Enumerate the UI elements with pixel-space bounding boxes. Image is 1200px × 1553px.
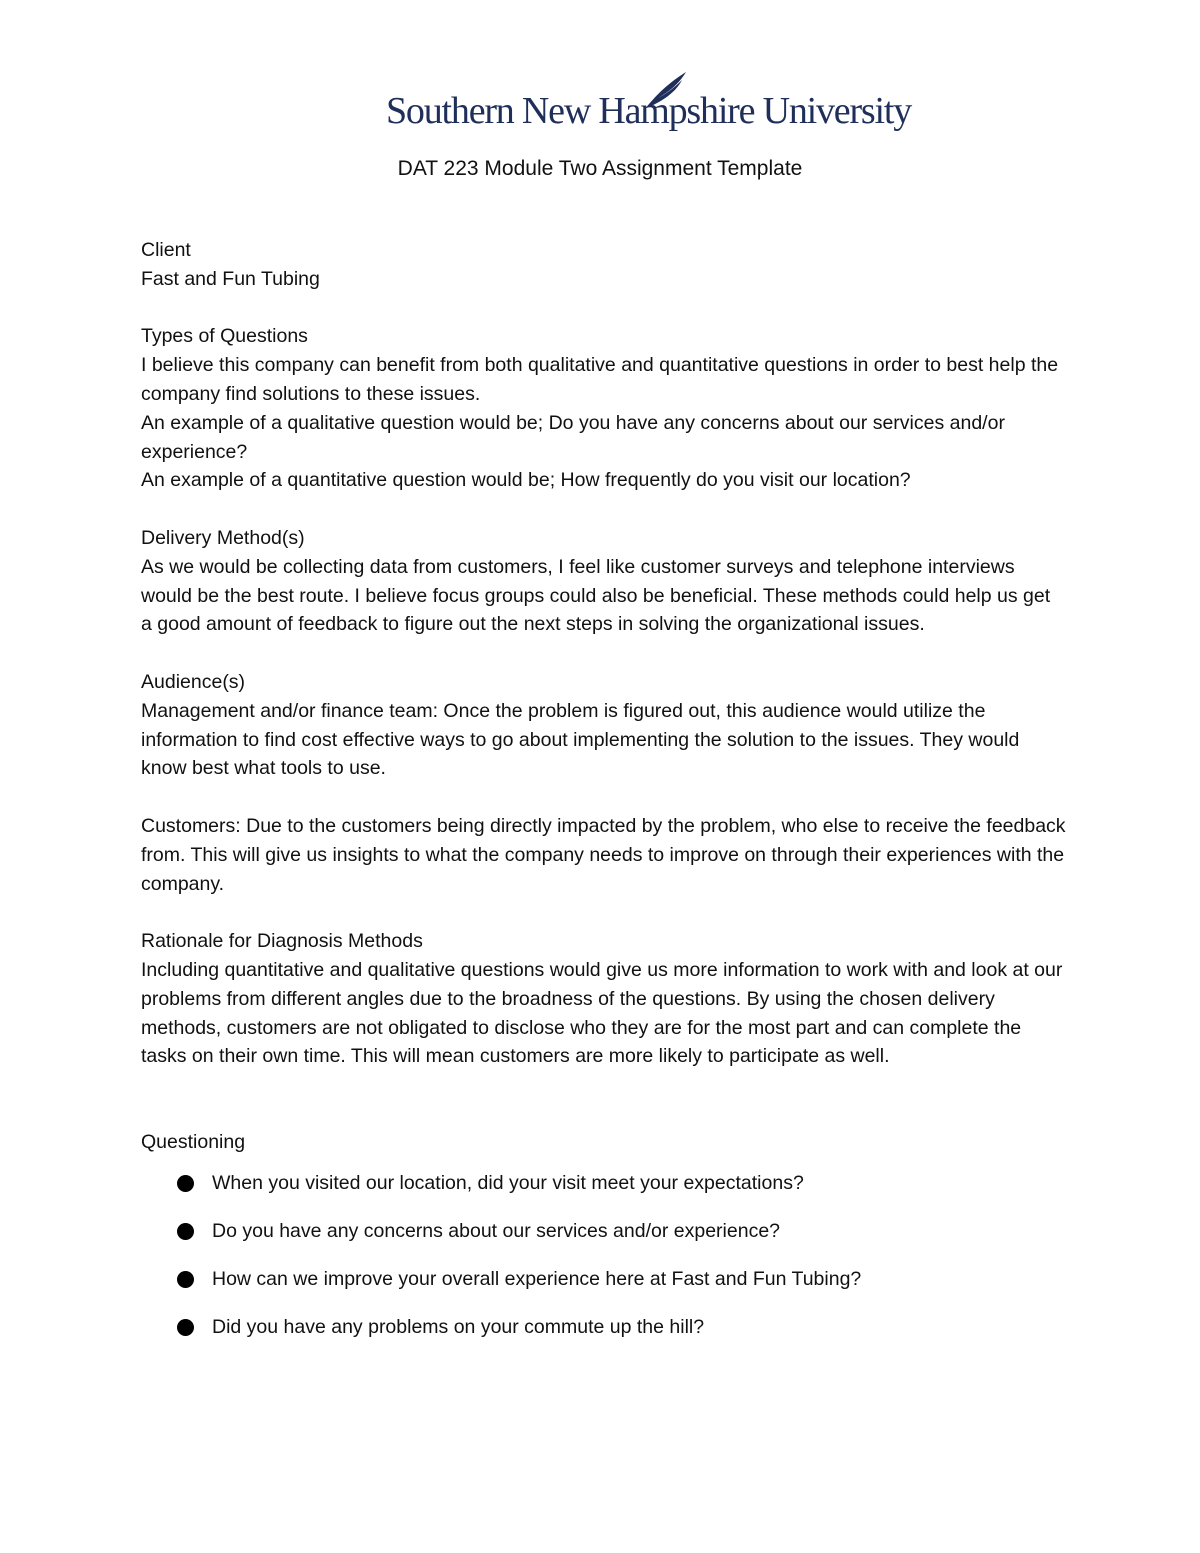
types-of-questions-paragraph: I believe this company can benefit from both qualitative and quantitative questions in order to best help the company find solutions to these issues. xyxy=(141,354,1059,405)
rationale-text: Including quantitative and qualitative questions would give us more information to work with and look at our problems from different angles due to the broadness of the questions. By using the chosen delivery methods, customers are not obligated to disclose who they are for the most part and can complete the tasks on their own time. This will mean customers are more likely to participate as well. xyxy=(141,958,1063,1068)
delivery-methods-section xyxy=(141,524,1066,639)
question-text: Do you have any concerns about our services and/or experience? xyxy=(212,1219,781,1242)
questions-list xyxy=(141,1169,1066,1361)
university-logo xyxy=(386,68,912,138)
document-title: DAT 223 Module Two Assignment Template xyxy=(397,157,803,180)
question-text: When you visited our location, did your visit meet your expectations? xyxy=(212,1171,804,1194)
audiences-heading: Audience(s) xyxy=(141,670,246,693)
document-body xyxy=(141,236,1066,1361)
logo-wordmark: Southern New Hampshire University xyxy=(386,90,912,132)
list-item xyxy=(141,1313,1066,1361)
bullet-icon xyxy=(177,1175,194,1192)
types-of-questions-heading: Types of Questions xyxy=(141,325,308,348)
quantitative-example: An example of a quantitative question would be; How frequently do you visit our location? xyxy=(141,469,911,492)
audiences-section xyxy=(141,668,1066,898)
list-item xyxy=(141,1265,1066,1313)
rationale-heading: Rationale for Diagnosis Methods xyxy=(141,930,423,953)
questioning-heading: Questioning xyxy=(141,1131,246,1154)
delivery-methods-text: As we would be collecting data from customers, I feel like customer surveys and telephone interviews would be the best route. I believe focus groups could also be beneficial. These methods could help us get a good amount of feedback to figure out the next steps in solving the organizational issues. xyxy=(141,555,1051,636)
client-name: Fast and Fun Tubing xyxy=(141,267,320,290)
types-of-questions-section xyxy=(141,322,1066,495)
questioning-section xyxy=(141,1128,1066,1361)
list-item xyxy=(141,1217,1066,1265)
audience-management: Management and/or finance team: Once the problem is figured out, this audience would utilize the information to find cost effective ways to go about implementing the solution to the issues. They would know best what tools to use. xyxy=(141,699,1020,780)
qualitative-example: An example of a qualitative question would be; Do you have any concerns about our services and/or experience? xyxy=(141,411,1005,463)
audience-customers: Customers: Due to the customers being directly impacted by the problem, who else to receive the feedback from. This will give us insights to what the company needs to improve on through their experiences with the company. xyxy=(141,814,1066,895)
bullet-icon xyxy=(177,1319,194,1336)
client-heading: Client xyxy=(141,239,191,261)
question-text: Did you have any problems on your commute up the hill? xyxy=(212,1315,705,1338)
bullet-icon xyxy=(177,1271,194,1288)
question-text: How can we improve your overall experience here at Fast and Fun Tubing? xyxy=(212,1267,862,1290)
client-section xyxy=(141,236,1066,294)
delivery-methods-heading: Delivery Method(s) xyxy=(141,526,305,549)
rationale-section xyxy=(141,927,1066,1071)
bullet-icon xyxy=(177,1223,194,1240)
list-item xyxy=(141,1169,1066,1217)
